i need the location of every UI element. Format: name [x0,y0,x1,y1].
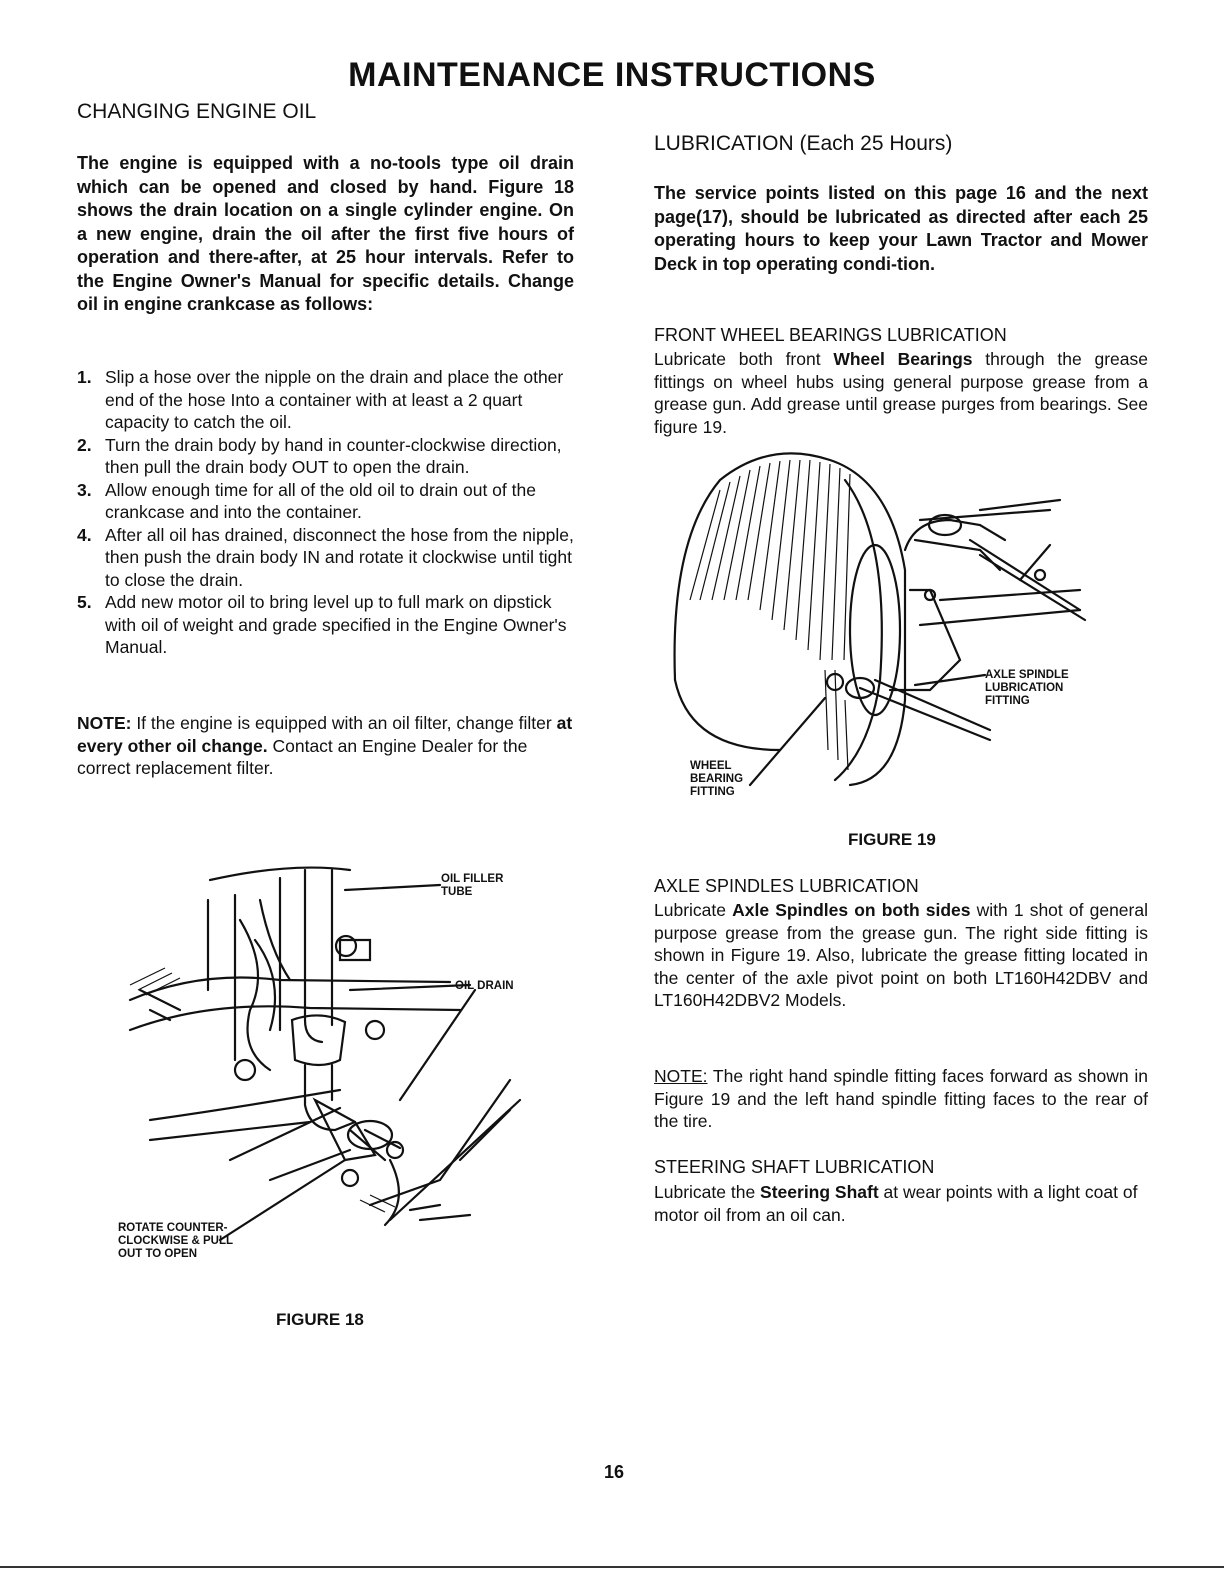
figure-19-label-axle-spindle [985,669,1069,708]
step-number: 4. [77,524,92,545]
steering-text-b: at wear points with a light coat of motor oil from an oil can. [654,1182,1138,1225]
note-text-b: Contact an Engine Dealer for the correct replacement filter. [77,735,528,778]
list-item [77,434,574,479]
label-line: TUBE [441,886,473,898]
step-number: 1. [77,367,92,387]
label-line: FITTING [985,695,1030,707]
figure-18-caption: FIGURE 18 [276,1310,364,1329]
front-wheel-text [654,348,1148,438]
figure-18-label-rotate [118,1222,233,1261]
oil-filter-note [77,712,574,780]
step-text: Slip a hose over the nipple on the drain and place the other end of the hose Into a container with at least a 2 quart capacity to catch the oil. [105,367,564,432]
label-line: OIL FILLER [441,873,504,885]
figure-18-label-oil-drain: OIL DRAIN [455,980,514,992]
step-text: Allow enough time for all of the old oil to drain out of the crankcase and into the container. [105,479,536,522]
figure-18-label-oil-filler [441,873,503,899]
step-number: 5. [77,592,92,612]
note-label: NOTE: [654,1066,708,1086]
label-line: BEARING [690,773,744,785]
step-text: Turn the drain body by hand in counter-clockwise direction, then pull the drain body OUT to open the drain. [105,434,562,477]
page-title: MAINTENANCE INSTRUCTIONS [348,56,876,94]
figure-19-label-wheel-bearing [690,760,743,799]
engine-oil-intro: The engine is equipped with a no-tools type oil drain which can be opened and closed by hand. Figure 18 shows the drain location on a single cylinder engine. On a new engine, drain the oil after the first five hours of operation and there-after, at 25 hour intervals. Refer to the Engine Owner's Manual for specific details. Change oil in engine crankcase as follows: [77,153,574,314]
figure-19-caption: FIGURE 19 [848,830,936,849]
front-wheel-text-b: through the grease fittings on wheel hubs using general purpose grease from a grease gun. Add grease until grease purges from bearings. See figure 19. [654,349,1148,437]
note-text: The right hand spindle fitting faces forward as shown in Figure 19 and the left hand spindle fitting faces to the rear of the tire. [654,1066,1148,1131]
label-line: ROTATE COUNTER- [118,1222,228,1234]
step-number: 2. [77,434,92,455]
list-item [77,591,574,659]
steering-shaft-text [654,1181,1148,1226]
note-text-a: If the engine is equipped with an oil filter, change filter [131,713,557,733]
list-item [77,366,574,434]
note-label: NOTE: [77,713,132,733]
axle-text-b: with 1 shot of general purpose grease from the grease gun. The right side fitting is shown in Figure 19. Also, lubricate the grease fitting located in the center of the axle pivot point on both LT160H42DBV and LT160H42DBV2 Models. [654,900,1148,1010]
list-item [77,479,574,524]
page-number: 16 [604,1462,625,1482]
lubrication-intro: The service points listed on this page 16 and the next page(17), should be lubricated as directed after each 25 operating hours to keep your Lawn Tractor and Mower Deck in top operating condi-tion. [654,183,1148,274]
list-item [77,524,574,592]
steering-text-a: Lubricate the [654,1182,761,1202]
section-heading-changing-engine-oil: CHANGING ENGINE OIL [77,100,317,123]
steering-bold: Steering Shaft [760,1182,879,1202]
section-heading-lubrication: LUBRICATION (Each 25 Hours) [654,132,953,155]
steering-shaft-heading: STEERING SHAFT LUBRICATION [654,1157,935,1177]
spindle-note [654,1065,1148,1133]
note-bold: at every other oil change. [77,713,573,756]
figure-18-drawing [110,860,570,1260]
label-line: WHEEL [690,760,732,772]
front-wheel-bold: Wheel Bearings [833,349,973,369]
oil-change-steps [77,366,574,659]
front-wheel-heading: FRONT WHEEL BEARINGS LUBRICATION [654,325,1007,345]
axle-bold: Axle Spindles on both sides [732,900,971,920]
label-line: CLOCKWISE & PULL [118,1235,233,1247]
step-text: After all oil has drained, disconnect the hose from the nipple, then push the drain body IN and rotate it clockwise until tight to close the drain. [105,524,574,590]
front-wheel-text-a: Lubricate both front [654,349,834,369]
label-line: OUT TO OPEN [118,1248,198,1260]
label-line: LUBRICATION [985,682,1064,694]
label-line: FITTING [690,786,735,798]
label-line: AXLE SPINDLE [985,669,1069,681]
scan-edge-divider [0,1566,1224,1568]
axle-spindles-text [654,899,1148,1012]
figure-19-drawing [660,450,1100,800]
axle-text-a: Lubricate [654,900,733,920]
axle-spindles-heading: AXLE SPINDLES LUBRICATION [654,876,919,896]
step-text: Add new motor oil to bring level up to full mark on dipstick with oil of weight and grade specified in the Engine Owner's Manual. [105,592,567,657]
step-number: 3. [77,479,92,500]
